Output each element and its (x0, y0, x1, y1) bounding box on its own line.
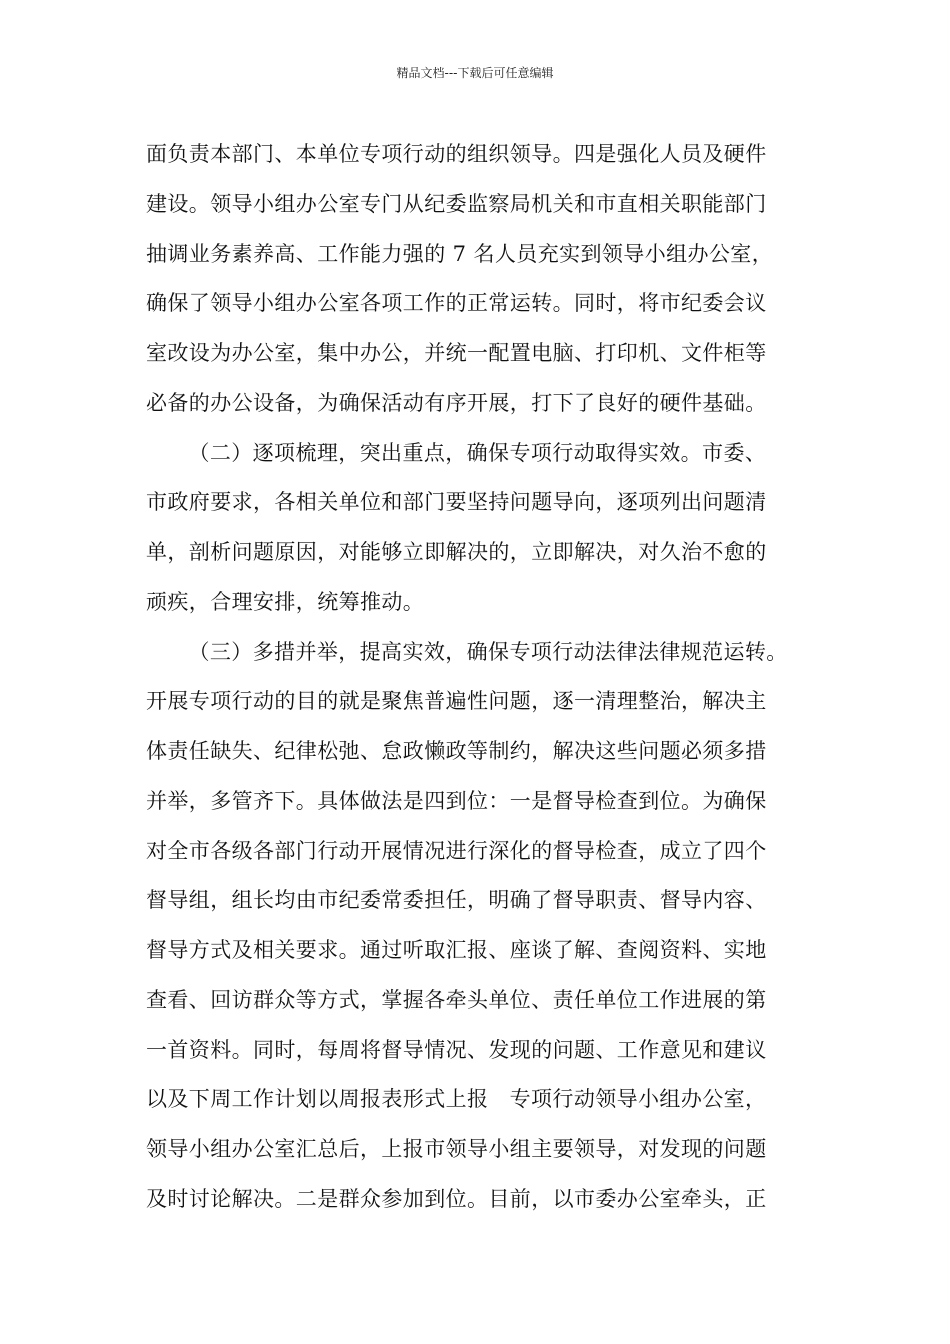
document-body (146, 130, 812, 1225)
body-line: 以及下周工作计划以周报表形式上报 专项行动领导小组办公室， (146, 1087, 767, 1112)
body-line: （二）逐项梳理，突出重点，确保专项行动取得实效。市委、 (146, 440, 767, 465)
body-line: 抽调业务素养高、工作能力强的 7 名人员充实到领导小组办公室， (146, 241, 774, 266)
body-line: 督导方式及相关要求。通过听取汇报、座谈了解、查阅资料、实地 (146, 938, 767, 962)
body-line: 开展专项行动的目的就是聚焦普遍性问题，逐一清理整治，解决主 (146, 689, 767, 714)
body-line: 体责任缺失、纪律松弛、怠政懒政等制约，解决这些问题必须多措 (146, 739, 767, 763)
body-line: 对全市各级各部门行动开展情况进行深化的督导检查，成立了四个 (146, 838, 767, 863)
body-line: 单，剖析问题原因，对能够立即解决的，立即解决，对久治不愈的 (146, 540, 767, 564)
body-line: （三）多措并举，提高实效，确保专项行动法律法律规范运转。 (146, 639, 788, 664)
body-line: 室改设为办公室，集中办公，并统一配置电脑、打印机、文件柜等 (146, 341, 767, 365)
page-header: 精品文档---下载后可任意编辑 (396, 66, 554, 80)
body-line: 并举，多管齐下。具体做法是四到位：一是督导检查到位。为确保 (146, 788, 767, 813)
body-line: 一首资料。同时，每周将督导情况、发现的问题、工作意见和建议 (146, 1037, 767, 1062)
body-line: 面负责本部门、本单位专项行动的组织领导。四是强化人员及硬件 (146, 142, 767, 166)
body-line: 市政府要求，各相关单位和部门要坚持问题导向，逐项列出问题清 (146, 490, 767, 515)
body-line: 及时讨论解决。二是群众参加到位。目前，以市委办公室牵头，正 (146, 1186, 767, 1211)
body-line: 建设。领导小组办公室专门从纪委监察局机关和市直相关职能部门 (146, 191, 767, 216)
body-line: 顽疾，合理安排，统筹推动。 (146, 589, 425, 614)
body-line: 督导组，组长均由市纪委常委担任，明确了督导职责、督导内容、 (146, 888, 767, 913)
body-line: 必备的办公设备，为确保活动有序开展，打下了良好的硬件基础。 (146, 390, 767, 415)
body-line: 查看、回访群众等方式，掌握各牵头单位、责任单位工作进展的第 (146, 987, 767, 1012)
body-line: 确保了领导小组办公室各项工作的正常运转。同时，将市纪委会议 (146, 291, 767, 316)
body-line: 领导小组办公室汇总后，上报市领导小组主要领导，对发现的问题 (146, 1137, 767, 1161)
